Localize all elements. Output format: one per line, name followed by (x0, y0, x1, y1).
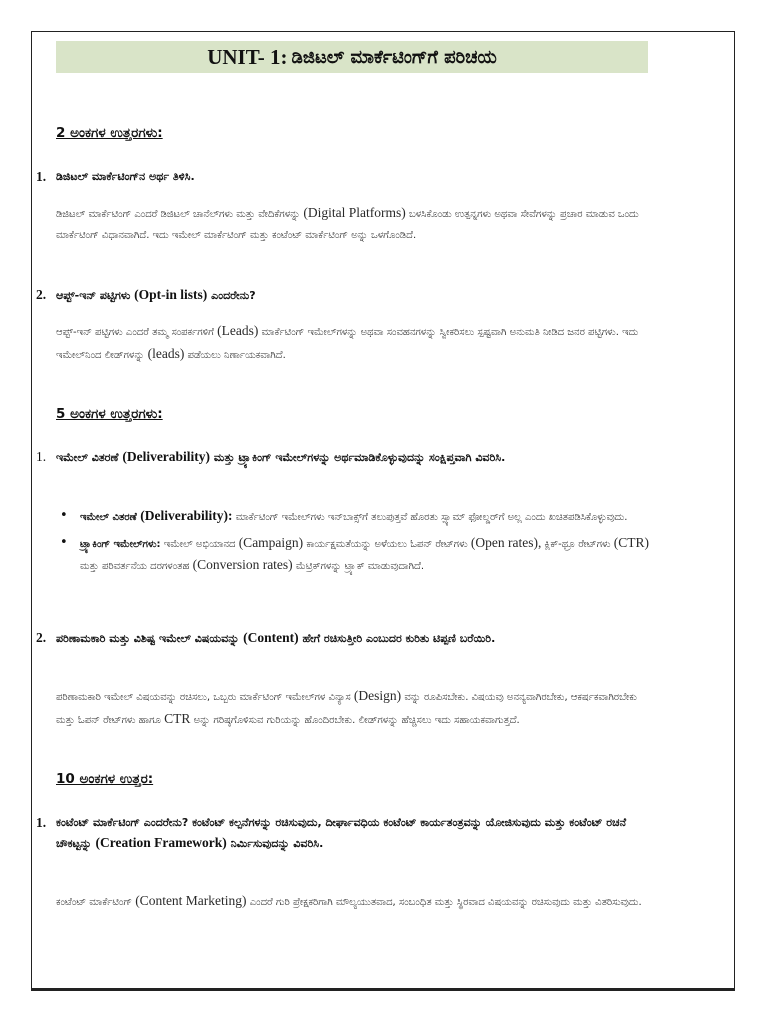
title-kannada: ಡಿಜಿಟಲ್ ಮಾರ್ಕೆಟಿಂಗ್‌ಗೆ ಪರಿಚಯ (291, 46, 497, 68)
page-title (56, 41, 648, 73)
bullet-list (56, 506, 656, 582)
answer-2m-2: ಆಪ್ಟ್-ಇನ್ ಪಟ್ಟಿಗಳು ಎಂದರೆ ತಮ್ಮ ಸಂಪರ್ಕಗಳಿಗೆ (Leads) ಮಾರ್ಕೆಟಿಂಗ್ ಇಮೇಲ್‌ಗಳನ್ನು ಅಥವಾ ಸಂವಹನಗಳನ್ನು ಸ್ವೀಕರಿಸಲು ಸ್ಪಷ್ಟವಾಗಿ ಅನುಮತಿ ನೀಡಿದ ಜನರ ಪಟ್ಟಿಗಳು. ಇದು ಇಮೇಲ್‌ನಿಂದ ಲೀಡ್‌ಗಳನ್ನು (leads) ಪಡೆಯಲು ನಿರ್ಣಾಯಕವಾಗಿದೆ. (56, 323, 639, 361)
question-10m-1: 1. ಕಂಟೆಂಟ್ ಮಾರ್ಕೆಟಿಂಗ್ ಎಂದರೇನು? ಕಂಟೆಂಟ್ ಕಲ್ಪನೆಗಳನ್ನು ರಚಿಸುವುದು, ದೀರ್ಘಾವಧಿಯ ಕಂಟೆಂಟ್ ಕಾರ್ಯತಂತ್ರವನ್ನು ಯೋಜಿಸುವುದು ಮತ್ತು ಕಂಟೆಂಟ್ ರಚನೆ ಚೌಕಟ್ಟನ್ನು (Creation Framework) ನಿರ್ಮಿಸುವುದನ್ನು ವಿವರಿಸಿ. (36, 815, 627, 850)
section-heading-2-marks: 2 ಅಂಕಗಳ ಉತ್ತರಗಳು: (56, 125, 163, 141)
section-heading-10-marks: 10 ಅಂಕಗಳ ಉತ್ತರ: (56, 771, 154, 787)
title-unit-label: UNIT- 1: (207, 44, 288, 69)
list-item: • ಟ್ರ್ಯಾಕಿಂಗ್ ಇಮೇಲ್‌ಗಳು: ಇಮೇಲ್ ಅಭಿಯಾನದ (Campaign) ಕಾರ್ಯಕ್ಷಮತೆಯನ್ನು ಅಳೆಯಲು ಓಪನ್ ರೇಟ್‌ಗಳು (Open rates), ಕ್ಲಿಕ್-ಥ್ರೂ ರೇಟ್‌ಗಳು (CTR) ಮತ್ತು ಪರಿವರ್ತನೆಯ ದರಗಳಂತಹ (Conversion rates) ಮೆಟ್ರಿಕ್‌ಗಳನ್ನು ಟ್ರ್ಯಾಕ್ ಮಾಡುವುದಾಗಿದೆ. (56, 533, 656, 578)
answer-2m-1: ಡಿಜಿಟಲ್ ಮಾರ್ಕೆಟಿಂಗ್ ಎಂದರೆ ಡಿಜಿಟಲ್ ಚಾನೆಲ್‌ಗಳು ಮತ್ತು ವೇದಿಕೆಗಳನ್ನು (Digital Platforms) ಬಳಸಿಕೊಂಡು ಉತ್ಪನ್ನಗಳು ಅಥವಾ ಸೇವೆಗಳನ್ನು ಪ್ರಚಾರ ಮಾಡುವ ಒಂದು ಮಾರ್ಕೆಟಿಂಗ್ ವಿಧಾನವಾಗಿದೆ. ಇದು ಇಮೇಲ್ ಮಾರ್ಕೆಟಿಂಗ್ ಮತ್ತು ಕಂಟೆಂಟ್ ಮಾರ್ಕೆಟಿಂಗ್ ಅನ್ನು ಒಳಗೊಂಡಿದೆ. (56, 205, 639, 241)
question-2m-2: 2. ಆಪ್ಟ್-ಇನ್ ಪಟ್ಟಿಗಳು (Opt-in lists) ಎಂದರೇನು? (36, 287, 256, 302)
question-5m-1: 1. ಇಮೇಲ್ ವಿತರಣೆ (Deliverability) ಮತ್ತು ಟ್ರ್ಯಾಕಿಂಗ್ ಇಮೇಲ್‌ಗಳನ್ನು ಅರ್ಥಮಾಡಿಕೊಳ್ಳುವುದನ್ನು ಸಂಕ್ಷಿಪ್ತವಾಗಿ ವಿವರಿಸಿ. (36, 449, 506, 464)
answer-5m-2: ಪರಿಣಾಮಕಾರಿ ಇಮೇಲ್ ವಿಷಯವನ್ನು ರಚಿಸಲು, ಒಬ್ಬರು ಮಾರ್ಕೆಟಿಂಗ್ ಇಮೇಲ್‌ಗಳ ವಿನ್ಯಾಸ (Design) ವನ್ನು ರೂಪಿಸಬೇಕು. ವಿಷಯವು ಅನನ್ಯವಾಗಿರಬೇಕು, ಆಕರ್ಷಕವಾಗಿರಬೇಕು ಮತ್ತು ಓಪನ್ ರೇಟ್‌ಗಳು ಹಾಗೂ CTR ಅನ್ನು ಗರಿಷ್ಠಗೊಳಿಸುವ ಗುರಿಯನ್ನು ಹೊಂದಿರಬೇಕು. ಲೀಡ್‌ಗಳನ್ನು ಹೆಚ್ಚಿಸಲು ಇದು ಸಹಾಯಕವಾಗುತ್ತದೆ. (56, 688, 637, 726)
question-2m-1: 1. ಡಿಜಿಟಲ್ ಮಾರ್ಕೆಟಿಂಗ್‌ನ ಅರ್ಥ ತಿಳಿಸಿ. (36, 169, 195, 184)
section-heading-5-marks: 5 ಅಂಕಗಳ ಉತ್ತರಗಳು: (56, 406, 163, 422)
answer-10m-1: ಕಂಟೆಂಟ್ ಮಾರ್ಕೆಟಿಂಗ್ (Content Marketing) ಎಂದರೆ ಗುರಿ ಪ್ರೇಕ್ಷಕರಿಗಾಗಿ ಮೌಲ್ಯಯುತವಾದ, ಸಂಬಂಧಿತ ಮತ್ತು ಸ್ಥಿರವಾದ ವಿಷಯವನ್ನು ರಚಿಸುವುದು ಮತ್ತು ವಿತರಿಸುವುದು. (56, 893, 642, 908)
question-5m-2: 2. ಪರಿಣಾಮಕಾರಿ ಮತ್ತು ವಿಶಿಷ್ಟ ಇಮೇಲ್ ವಿಷಯವನ್ನು (Content) ಹೇಗೆ ರಚಿಸುತ್ತೀರಿ ಎಂಬುದರ ಕುರಿತು ಟಿಪ್ಪಣಿ ಬರೆಯಿರಿ. (36, 630, 496, 645)
list-item: • ಇಮೇಲ್ ವಿತರಣೆ (Deliverability): ಮಾರ್ಕೆಟಿಂಗ್ ಇಮೇಲ್‌ಗಳು ಇನ್‌ಬಾಕ್ಸ್‌ಗೆ ತಲುಪುತ್ತವೆ ಹೊರತು ಸ್ಪ್ಯಾಮ್ ಫೋಲ್ಡರ್‌ಗೆ ಅಲ್ಲ ಎಂದು ಖಚಿತಪಡಿಸಿಕೊಳ್ಳುವುದು. (56, 506, 656, 529)
